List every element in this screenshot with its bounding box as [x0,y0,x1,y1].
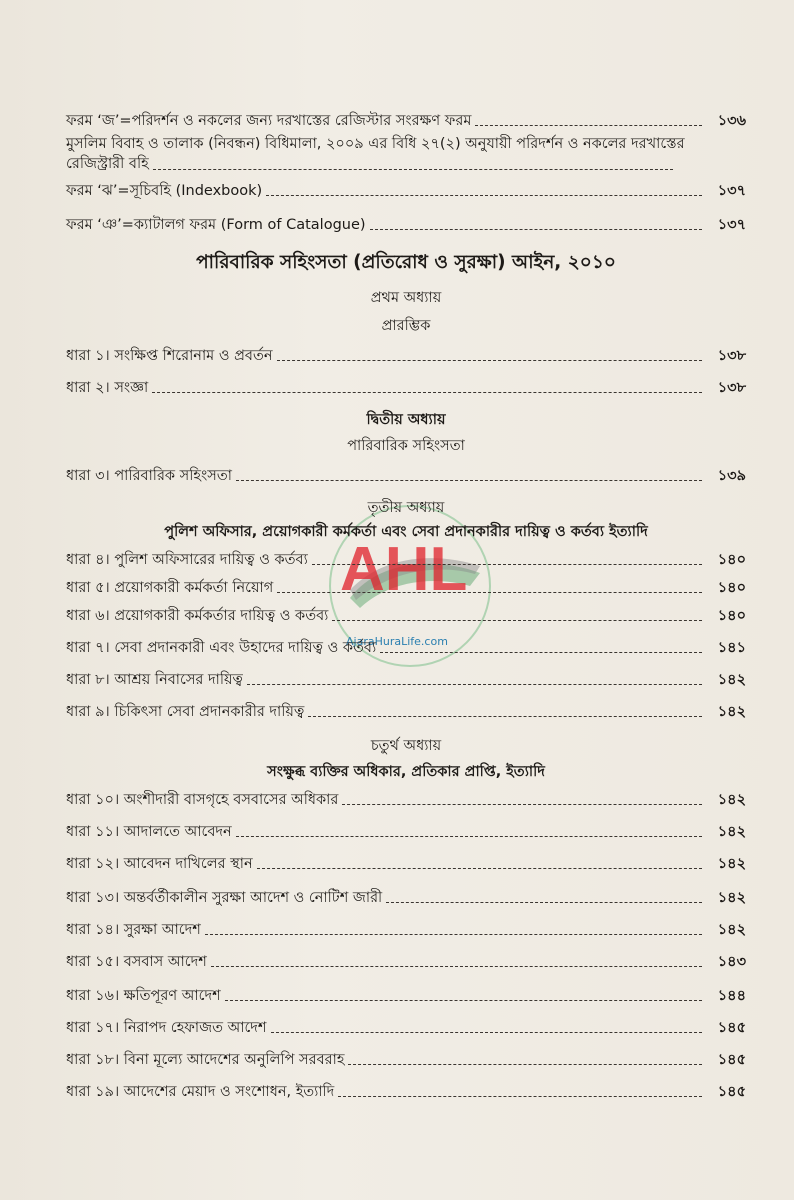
dotted-leader [236,836,702,837]
dotted-leader [277,592,702,593]
toc-entry [66,987,746,1005]
toc-page-number: ১৪২ [717,890,746,906]
toc-content [66,112,746,1101]
dotted-leader [332,620,702,621]
toc-page-number: ১৪১ [717,640,746,656]
toc-entry-label: মুসলিম বিবাহ ও তালাক (নিবন্ধন) বিধিমালা, ২০০৯ এর বিধি ২৭(২) অনুযায়ী পরিদর্শন ও নকলের দরখাস্তের [66,136,685,152]
toc-entry [66,1083,746,1101]
toc-entry-label: ফরম ‘জ’=পরিদর্শন ও নকলের জন্য দরখাস্তের রেজিস্টার সংরক্ষণ ফরম [66,113,472,129]
toc-entry-label: ধারা ৫। প্রয়োগকারী কর্মকর্তা নিয়োগ [66,580,274,596]
toc-page-number: ১৪৫ [717,1084,746,1100]
toc-page-number: ১৪৩ [717,954,746,970]
dotted-leader [386,902,702,903]
toc-entry [66,1019,746,1037]
dotted-leader [380,652,702,653]
dotted-leader [257,868,702,869]
chapter-subtitle: প্রারম্ভিক [381,318,431,334]
toc-page-number: ১৪৫ [717,1020,746,1036]
dotted-leader [312,564,702,565]
dotted-leader [152,392,702,393]
dotted-leader [348,1064,702,1065]
dotted-leader [247,684,702,685]
dotted-leader [342,804,702,805]
toc-entry [66,703,746,721]
chapter-heading: দ্বিতীয় অধ্যায় [366,412,446,428]
toc-page-number: ১৩৮ [717,348,746,364]
toc-page-number: ১৩৭ [717,217,746,233]
toc-page-number: ১৩৭ [717,183,746,199]
toc-page-number: ১৪২ [717,704,746,720]
toc-entry [66,639,746,657]
toc-entry [66,889,746,907]
toc-entry [66,855,746,873]
toc-entry-label: ধারা ৬। প্রয়োগকারী কর্মকর্তার দায়িত্ব ও কর্তব্য [66,608,329,624]
toc-page-number: ১৪২ [717,824,746,840]
dotted-leader [205,934,702,935]
toc-entry [66,579,746,597]
toc-entry-label: ধারা ৭। সেবা প্রদানকারী এবং উহাদের দায়িত্ব ও কর্তব্য [66,640,377,656]
toc-entry [66,823,746,841]
toc-entry [66,347,746,365]
toc-page-number: ১৪০ [717,552,746,568]
act-title: পারিবারিক সহিংসতা (প্রতিরোধ ও সুরক্ষা) আইন, ২০১০ [196,252,616,273]
toc-entry-label: ধারা ১০। অংশীদারী বাসগৃহে বসবাসের অধিকার [66,792,339,808]
toc-entry-label: ধারা ৪। পুলিশ অফিসারের দায়িত্ব ও কর্তব্য [66,552,308,568]
dotted-leader [236,480,702,481]
toc-entry-label: ধারা ৮। আশ্রয় নিবাসের দায়িত্ব [66,672,243,688]
toc-entry [66,467,746,485]
dotted-leader [475,125,702,126]
toc-entry-label: ধারা ১৭। নিরাপদ হেফাজত আদেশ [66,1020,267,1036]
toc-entry-label: ধারা ১৮। বিনা মূল্যে আদেশের অনুলিপি সরবরাহ [66,1052,345,1068]
chapter-subtitle: পারিবারিক সহিংসতা [347,438,465,454]
dotted-leader [211,966,702,967]
dotted-leader [271,1032,702,1033]
svg-text:AHL: AHL [340,535,468,604]
dotted-leader [266,195,702,196]
toc-entry-label-continued: রেজিস্ট্রারী বহি [66,156,149,172]
toc-page-number: ১৩৬ [717,113,746,129]
toc-entry [66,607,746,625]
toc-entry [66,112,746,130]
toc-page-number: ১৪২ [717,856,746,872]
toc-entry [66,791,746,809]
chapter-heading: তৃতীয় অধ্যায় [367,500,445,516]
toc-entry-label: ধারা ১৬। ক্ষতিপূরণ আদেশ [66,988,221,1004]
toc-page-number: ১৪২ [717,672,746,688]
toc-entry [66,921,746,939]
toc-entry [66,216,746,234]
toc-entry-label: ধারা ৩। পারিবারিক সহিংসতা [66,468,232,484]
toc-entry-label: ধারা ৯। চিকিৎসা সেবা প্রদানকারীর দায়িত্ব [66,704,305,720]
dotted-leader [225,1000,702,1001]
toc-page-number: ১৪০ [717,608,746,624]
toc-entry [66,953,746,971]
dotted-leader [153,169,673,170]
toc-page-number: ১৪২ [717,792,746,808]
toc-page-number: ১৩৮ [717,380,746,396]
toc-entry [66,134,746,174]
toc-entry-label: ধারা ১৯। আদেশের মেয়াদ ও সংশোধন, ইত্যাদি [66,1084,335,1100]
dotted-leader [370,229,702,230]
chapter-heading: প্রথম অধ্যায় [370,290,442,306]
dotted-leader [338,1096,702,1097]
toc-entry-label: ধারা ১১। আদালতে আবেদন [66,824,232,840]
toc-entry-label: ধারা ১৩। অন্তর্বর্তীকালীন সুরক্ষা আদেশ ও নোটিশ জারী [66,890,383,906]
toc-entry [66,182,746,200]
chapter-heading: চতুর্থ অধ্যায় [370,738,442,754]
dotted-leader [277,360,702,361]
toc-entry-label: ফরম ‘ঞ’=ক্যাটালগ ফরম (Form of Catalogue) [66,217,366,233]
toc-entry-label: ধারা ১২। আবেদন দাখিলের স্থান [66,856,253,872]
chapter-subtitle: সংক্ষুব্ধ ব্যক্তির অধিকার, প্রতিকার প্রাপ্তি, ইত্যাদি [267,764,545,780]
toc-entry [66,671,746,689]
toc-entry-label: ধারা ১। সংক্ষিপ্ত শিরোনাম ও প্রবর্তন [66,348,273,364]
dotted-leader [308,716,702,717]
toc-page-number: ১৪৪ [717,988,746,1004]
toc-page-number: ১৩৯ [717,468,746,484]
toc-entry-label: ধারা ২। সংজ্ঞা [66,380,149,396]
toc-page-number: ১৪০ [717,580,746,596]
toc-page-number: ১৪২ [717,922,746,938]
toc-entry-label: ধারা ১৫। বসবাস আদেশ [66,954,207,970]
chapter-subtitle: পুলিশ অফিসার, প্রয়োগকারী কর্মকর্তা এবং সেবা প্রদানকারীর দায়িত্ব ও কর্তব্য ইত্যাদি [164,524,648,540]
toc-entry-label: ফরম ‘ঝ’=সূচিবহি (Indexbook) [66,183,263,199]
toc-page-number: ১৪৫ [717,1052,746,1068]
toc-entry [66,379,746,397]
toc-entry [66,551,746,569]
toc-entry [66,1051,746,1069]
watermark-url: AjaraHuraLife.com [346,635,448,648]
toc-entry-label: ধারা ১৪। সুরক্ষা আদেশ [66,922,201,938]
